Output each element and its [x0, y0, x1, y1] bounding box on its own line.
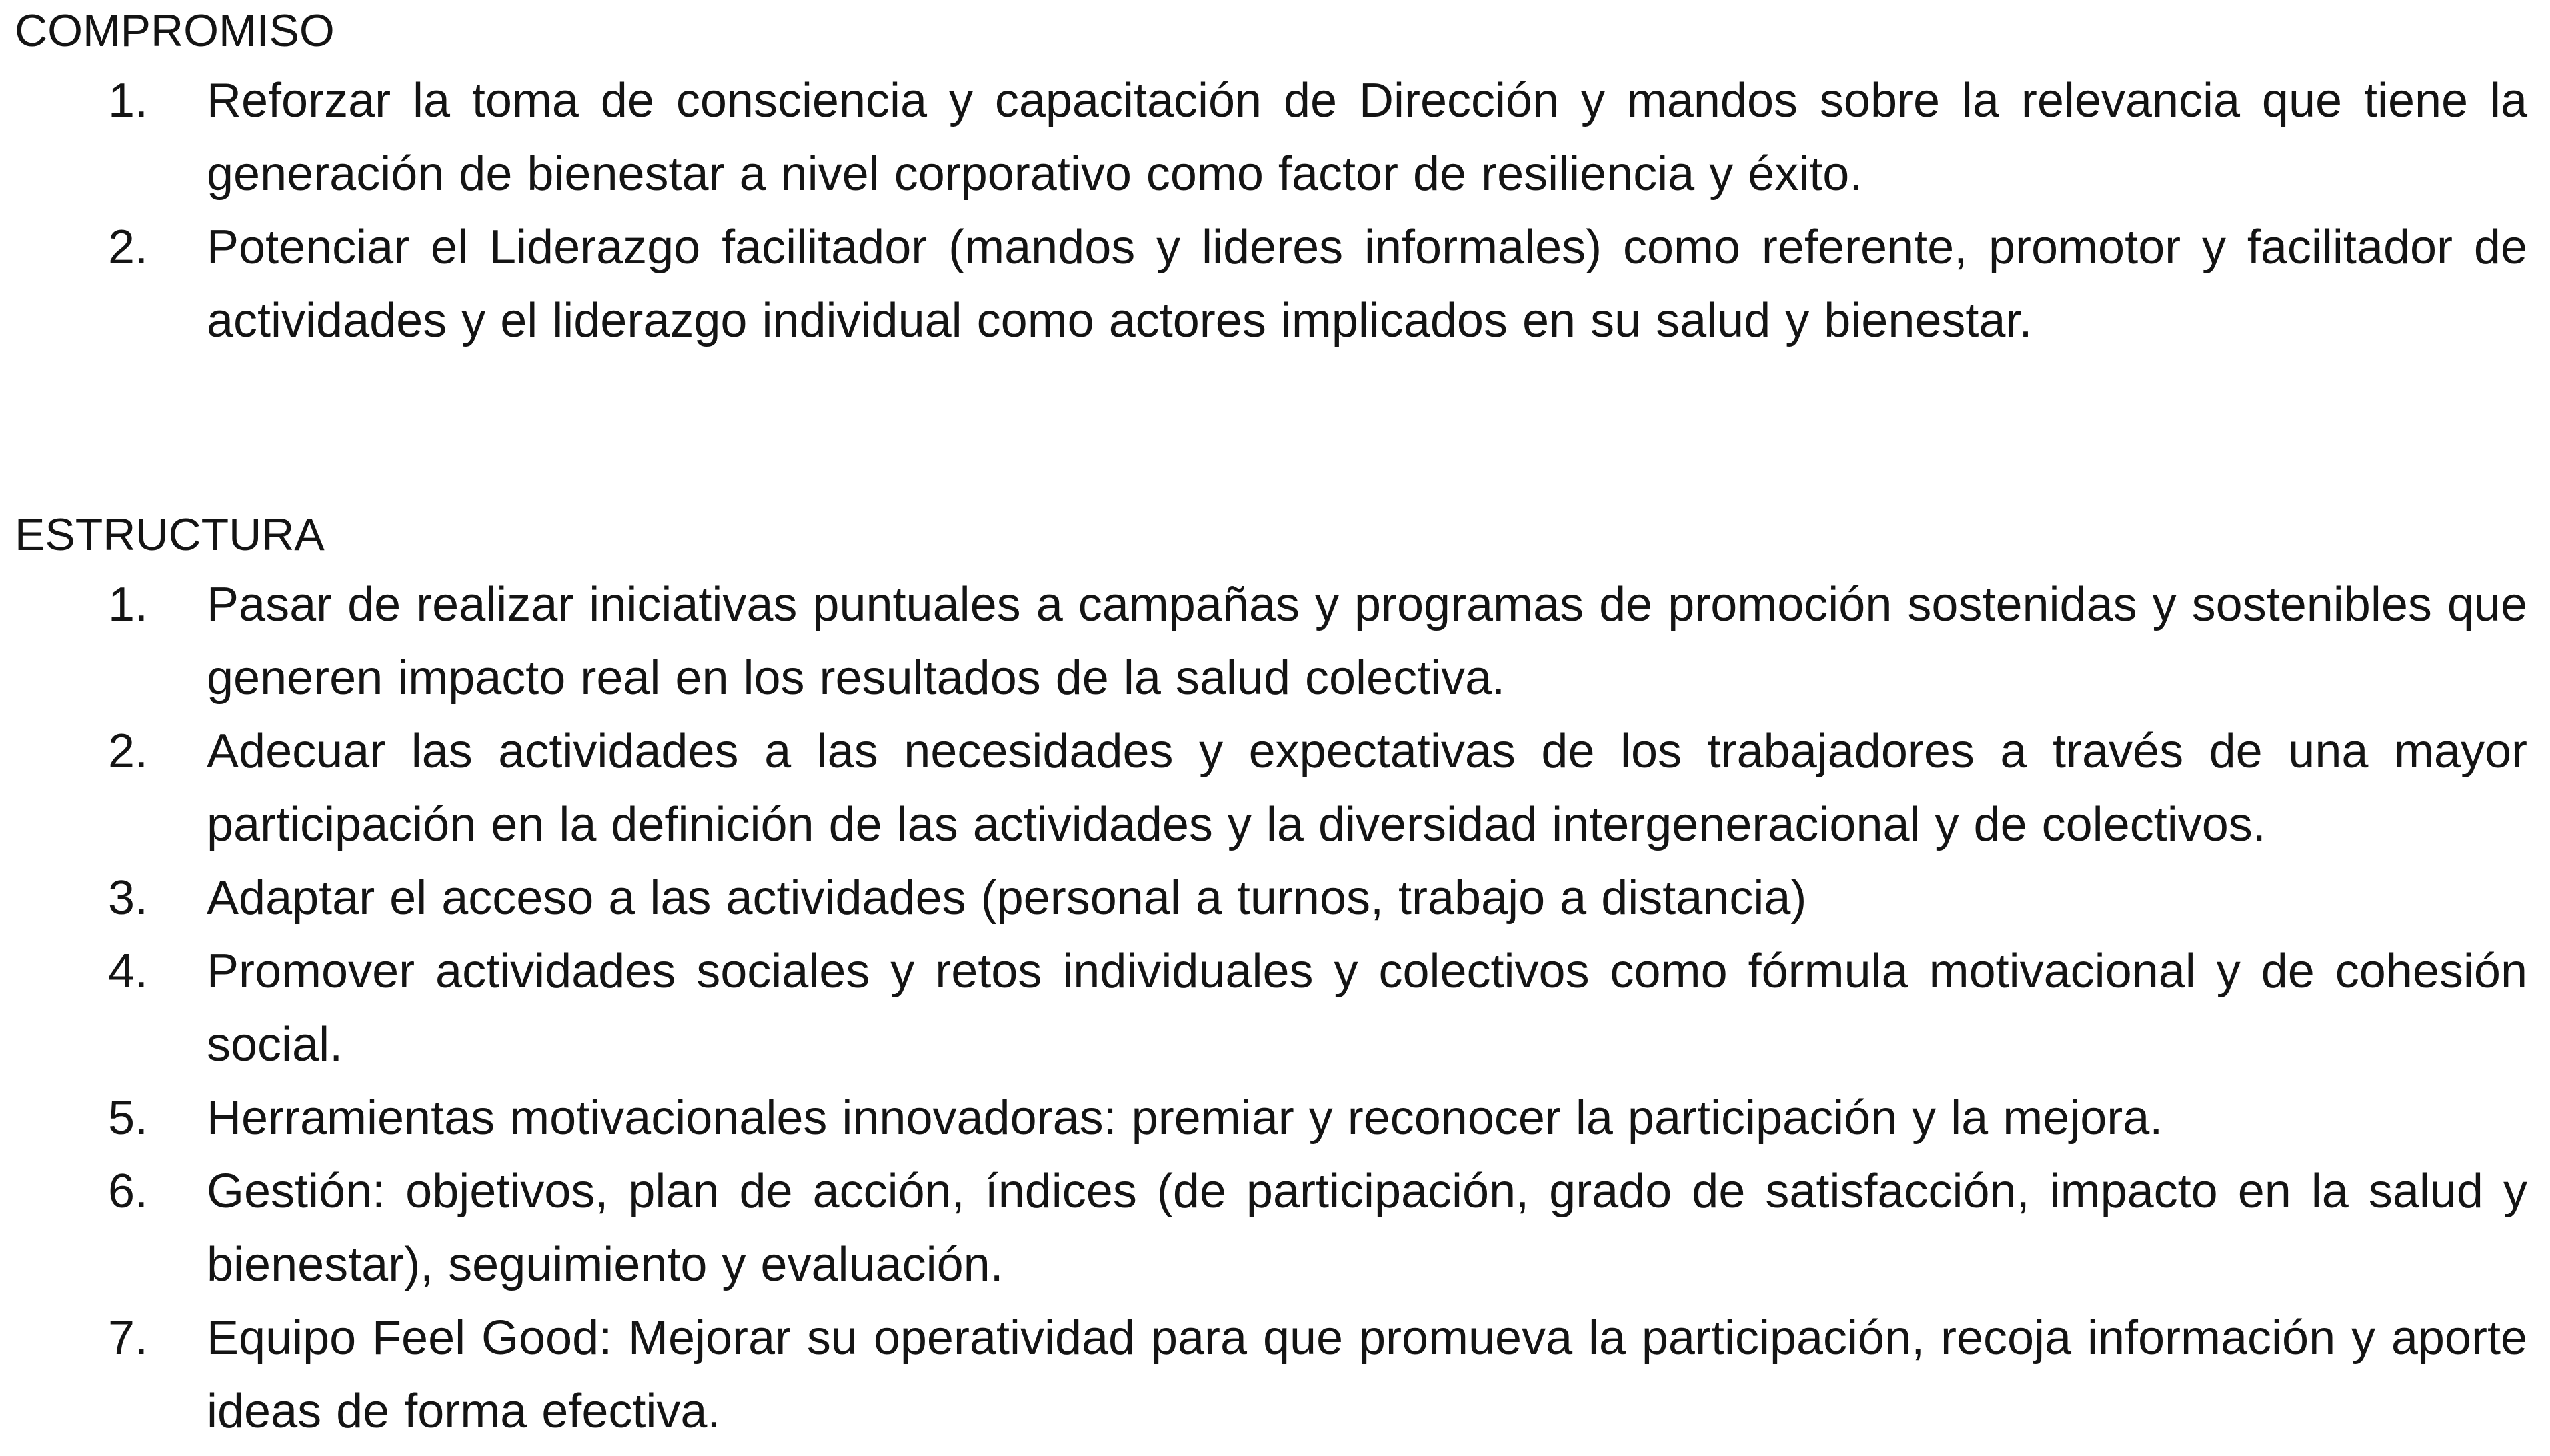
list-item — [0, 1081, 2550, 1155]
list-item-text: Herramientas motivacionales innovadoras: premiar y reconocer la participación y la mejora. — [207, 1091, 2163, 1145]
list-item-text: Promover actividades sociales y retos individuales y colectivos como fórmula motivacional y de cohesión social. — [207, 945, 2527, 1071]
list-item — [0, 861, 2550, 935]
list-item-text: Adecuar las actividades a las necesidades y expectativas de los trabajadores a través de una mayor participación en la definición de las actividades y la diversidad intergeneracional y de colectivos. — [207, 725, 2527, 851]
list-item-number: 3. — [108, 871, 149, 925]
list-item-number: 2. — [108, 725, 149, 778]
list-item-number: 4. — [108, 945, 149, 998]
list-item-number: 2. — [108, 221, 149, 274]
list-item-number: 6. — [108, 1165, 149, 1218]
list-item-text: Reforzar la toma de consciencia y capacitación de Dirección y mandos sobre la relevancia que tiene la generación de bienestar a nivel corporativo como factor de resiliencia y éxito. — [207, 74, 2527, 201]
list-item — [0, 935, 2550, 1081]
list-item-text: Pasar de realizar iniciativas puntuales a campañas y programas de promoción sostenidas y sostenibles que generen impacto real en los resultados de la salud colectiva. — [207, 578, 2527, 705]
list-item-text: Adaptar el acceso a las actividades (personal a turnos, trabajo a distancia) — [207, 871, 1807, 925]
list-item — [0, 568, 2550, 715]
list-item-number: 1. — [108, 578, 149, 631]
compromiso-list — [0, 64, 2550, 357]
estructura-list — [0, 568, 2550, 1448]
list-item-number: 1. — [108, 74, 149, 127]
list-item — [0, 1301, 2550, 1448]
list-item — [0, 64, 2550, 211]
list-item-text: Equipo Feel Good: Mejorar su operatividad para que promueva la participación, recoja información y aporte ideas de forma efectiva. — [207, 1311, 2527, 1438]
list-item — [0, 1155, 2550, 1301]
list-item-text: Potenciar el Liderazgo facilitador (mandos y lideres informales) como referente, promotor y facilitador de actividades y el liderazgo individual como actores implicados en su salud y bienestar. — [207, 221, 2527, 347]
list-item — [0, 715, 2550, 861]
list-item-text: Gestión: objetivos, plan de acción, índices (de participación, grado de satisfacción, impacto en la salud y bienestar), seguimiento y evaluación. — [207, 1165, 2527, 1291]
list-item-number: 5. — [108, 1091, 149, 1145]
list-item — [0, 211, 2550, 357]
section-heading-compromiso: COMPROMISO — [15, 5, 335, 56]
section-heading-estructura: ESTRUCTURA — [15, 509, 325, 560]
list-item-number: 7. — [108, 1311, 149, 1365]
